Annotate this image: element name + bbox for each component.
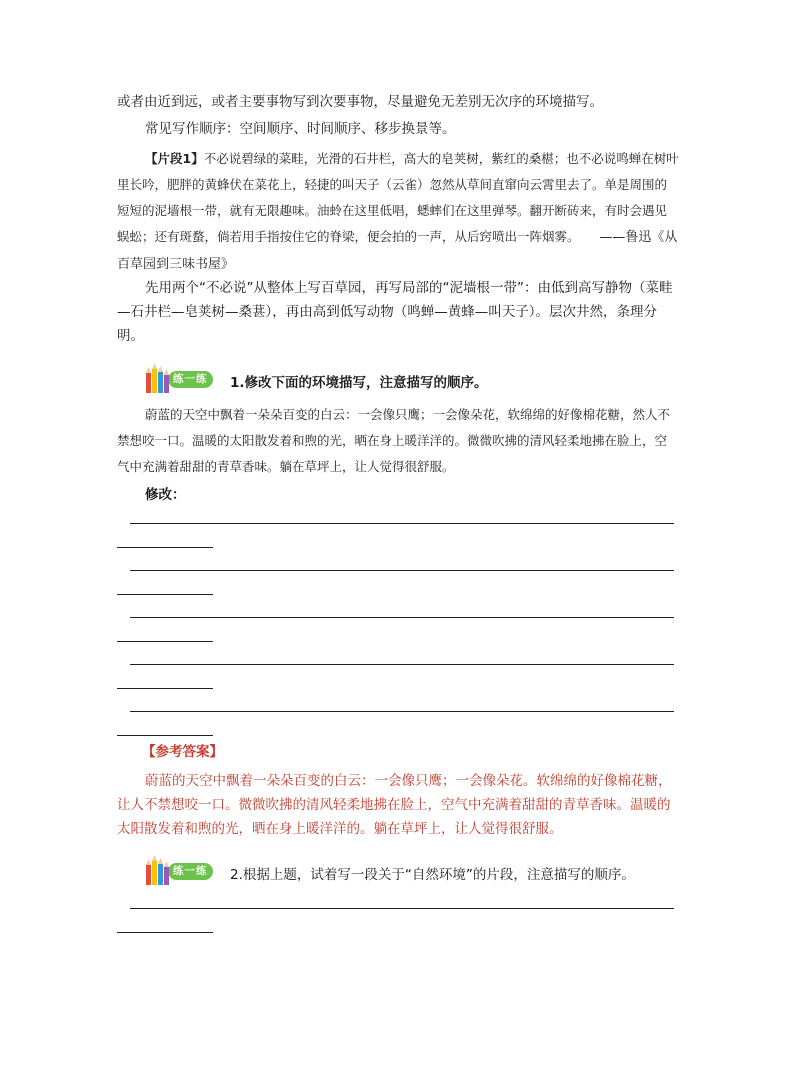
practice-badge-label: 练一练 <box>168 863 213 880</box>
revise-label: 修改： <box>145 487 186 503</box>
answer-line[interactable] <box>130 664 674 665</box>
excerpt-block <box>117 146 679 278</box>
answer-line[interactable] <box>117 594 213 595</box>
answer-line[interactable] <box>117 688 213 689</box>
exercise-1-text: 蔚蓝的天空中飘着一朵朵百变的白云：一会像只鹰；一会像朵花，软绵绵的好像棉花糖，然人不禁想咬一口。温暖的太阳散发着和煦的光，晒在身上暖洋洋的。微微吹拂的清风轻柔地拂在脸上，空气中充满着甜甜的青草香味。躺在草坪上，让人觉得很舒服。 <box>117 407 671 474</box>
answer-label: 【参考答案】 <box>142 744 223 760</box>
practice-badge-2 <box>145 855 213 887</box>
answer-text: 蔚蓝的天空中飘着一朵朵百变的白云：一会像只鹰；一会像朵花。软绵绵的好像棉花糖，让人不禁想咬一口。微微吹拂的清风轻柔地拂在脸上，空气中充满着甜甜的青草香味。温暖的太阳散发着和煦的光，晒在身上暖洋洋的。躺在草坪上，让人觉得很舒服。 <box>117 773 672 837</box>
answer-line[interactable] <box>117 641 213 642</box>
answer-line[interactable] <box>117 932 213 933</box>
intro-line-1: 或者由近到远，或者主要事物写到次要事物，尽量避免无差别无次序的环境描写。 <box>117 94 603 110</box>
answer-line[interactable] <box>117 547 213 548</box>
pencils-icon <box>145 363 171 395</box>
practice-badge-1 <box>145 363 213 395</box>
answer-line[interactable] <box>130 711 674 712</box>
excerpt-tag: 【片段1】 <box>145 151 204 166</box>
practice-badge-label: 练一练 <box>168 371 213 388</box>
intro-line-2: 常见写作顺序：空间顺序、时间顺序、移步换景等。 <box>145 121 456 137</box>
excerpt-source: ——鲁迅《从百草园到三味书屋》 <box>117 230 678 272</box>
answer-line[interactable] <box>130 523 674 524</box>
answer-line[interactable] <box>117 735 213 736</box>
pencils-icon <box>145 855 171 887</box>
exercise-2-title: 2.根据上题，试着写一段关于“自然环境”的片段，注意描写的顺序。 <box>230 867 635 883</box>
answer-line[interactable] <box>130 570 674 571</box>
exercise-1-title: 1.修改下面的环境描写，注意描写的顺序。 <box>230 375 488 391</box>
excerpt-text: 不必说碧绿的菜畦，光滑的石井栏，高大的皂荚树，紫红的桑椹；也不必说鸣蝉在树叶里长吟，肥胖的黄蜂伏在菜花上，轻捷的叫天子（云雀）忽然从草间直窜向云霄里去了。单是周围的短短的泥墙根一带，就有无限趣味。油蛉在这里低唱，蟋蟀们在这里弹琴。翻开断砖来，有时会遇见蜈蚣；还有斑蝥，倘若用手指按住它的脊梁，便会拍的一声，从后窍喷出一阵烟雾。 <box>117 151 679 244</box>
answer-line[interactable] <box>130 617 674 618</box>
analysis-text: 先用两个“不必说”从整体上写百草园，再写局部的“泥墙根一带”：由低到高写静物（菜畦—石井栏—皂荚树—桑葚），再由高到低写动物（鸣蝉—黄蜂—叫天子）。层次井然，条理分明。 <box>117 280 673 344</box>
answer-line[interactable] <box>130 908 674 909</box>
